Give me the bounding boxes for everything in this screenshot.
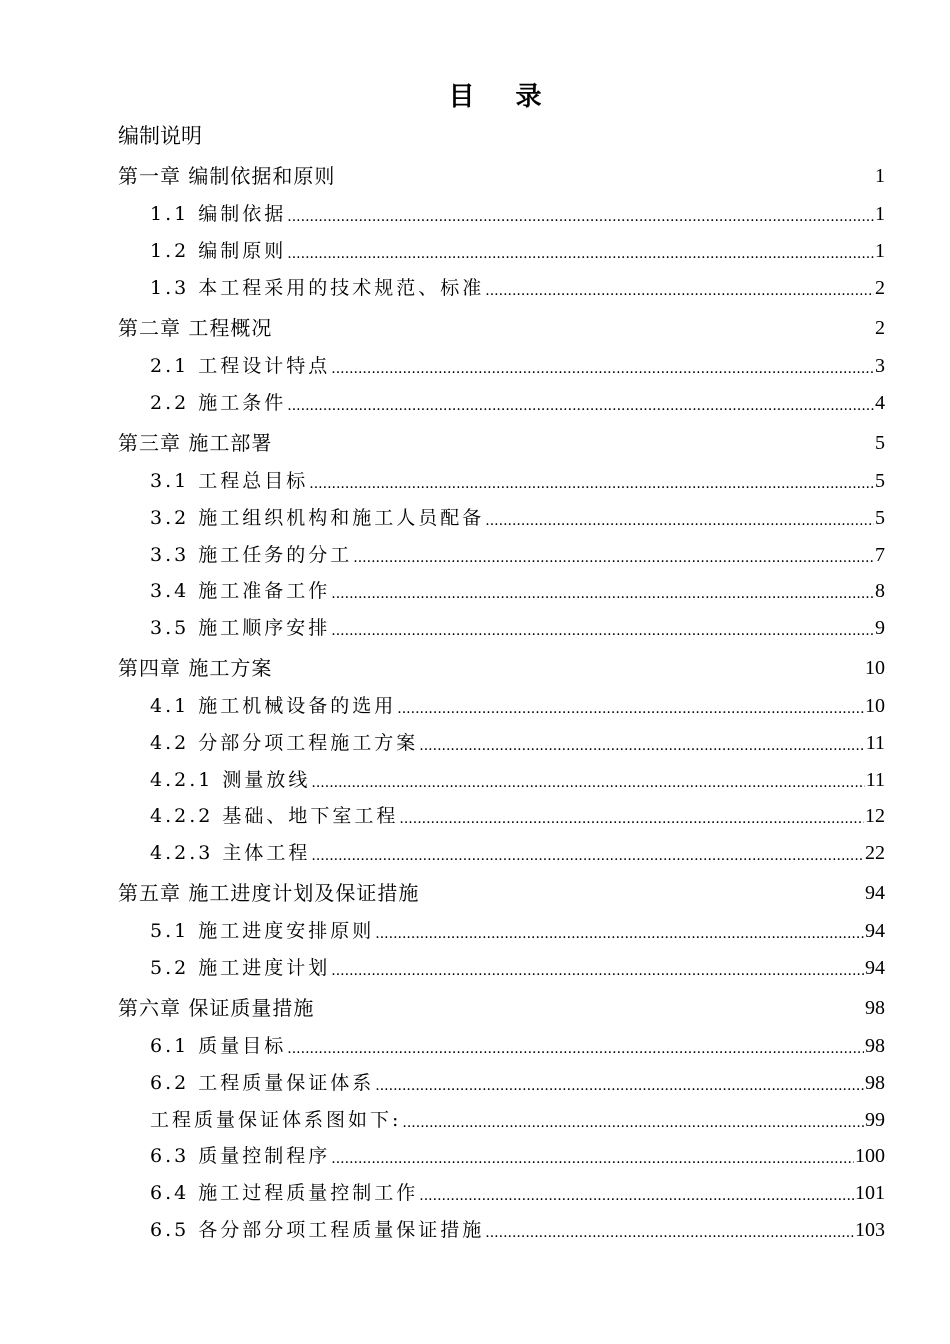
- toc-section-entry[interactable]: [150, 352, 885, 380]
- toc-section-entry[interactable]: [150, 200, 885, 228]
- toc-entry-label: 6.5 各分部分项工程质量保证措施: [150, 1219, 485, 1241]
- toc-dot-leader: [419, 735, 864, 757]
- toc-entry-label: 2.1 工程设计特点: [150, 355, 331, 377]
- toc-chapter-entry[interactable]: [118, 162, 885, 190]
- toc-page-number: 94: [865, 882, 885, 904]
- toc-entry-label: 4.2.3 主体工程: [150, 842, 311, 864]
- toc-entry-label: 1.1 编制依据: [150, 203, 287, 225]
- toc-entry-label: 4.2.2 基础、地下室工程: [150, 805, 399, 827]
- toc-chapter-entry[interactable]: [118, 314, 885, 342]
- toc-section-entry[interactable]: [150, 766, 885, 794]
- toc-section-entry[interactable]: [150, 1032, 885, 1060]
- toc-section-entry[interactable]: [150, 504, 885, 532]
- toc-dot-leader: [331, 583, 874, 605]
- toc-entry-label: 3.4 施工准备工作: [150, 580, 331, 602]
- toc-section-entry[interactable]: [150, 1142, 885, 1170]
- toc-dot-leader: [331, 358, 874, 380]
- toc-page-number: 98: [865, 1035, 885, 1057]
- toc-dot-leader: [287, 395, 874, 417]
- toc-entry-label: 第四章 施工方案: [118, 656, 273, 680]
- toc-dot-leader: [331, 620, 874, 642]
- toc-dot-leader: [485, 510, 874, 532]
- toc-entry-label: 第六章 保证质量措施: [118, 996, 315, 1020]
- toc-entry-label: 3.5 施工顺序安排: [150, 617, 331, 639]
- toc-page-number: 4: [875, 392, 885, 414]
- toc-entry-label: 5.2 施工进度计划: [150, 957, 331, 979]
- toc-chapter-entry[interactable]: [118, 429, 885, 457]
- toc-section-entry[interactable]: [150, 237, 885, 265]
- toc-dot-leader: [397, 698, 864, 720]
- toc-page-number: 2: [875, 317, 885, 339]
- toc-dot-leader: [485, 1222, 854, 1244]
- toc-page-number: 94: [865, 957, 885, 979]
- toc-section-entry[interactable]: [150, 1216, 885, 1244]
- toc-dot-leader: [353, 547, 874, 569]
- toc-page-number: 101: [855, 1182, 885, 1204]
- toc-dot-leader: [311, 845, 864, 867]
- toc-page-number: 11: [865, 732, 885, 754]
- toc-page-number: 5: [875, 470, 885, 492]
- toc-dot-leader: [331, 1148, 854, 1170]
- toc-dot-leader: [402, 1112, 864, 1134]
- toc-section-entry[interactable]: [150, 541, 885, 569]
- toc-dot-leader: [375, 1075, 864, 1097]
- toc-entry-label: 第三章 施工部署: [118, 431, 273, 455]
- toc-entry-label: 6.4 施工过程质量控制工作: [150, 1182, 419, 1204]
- toc-page-number: 11: [865, 769, 885, 791]
- toc-entry-label: 4.2.1 测量放线: [150, 769, 311, 791]
- toc-entry-label: 2.2 施工条件: [150, 392, 287, 414]
- toc-chapter-entry[interactable]: [118, 994, 885, 1022]
- toc-section-entry[interactable]: [150, 917, 885, 945]
- toc-title: 目 录: [448, 82, 558, 112]
- toc-page-number: 10: [865, 657, 885, 679]
- toc-section-entry[interactable]: [150, 692, 885, 720]
- toc-entry-label: 3.3 施工任务的分工: [150, 544, 353, 566]
- toc-page-number: 12: [865, 805, 885, 827]
- toc-section-entry[interactable]: [150, 1179, 885, 1207]
- toc-entry-label: 4.1 施工机械设备的选用: [150, 695, 397, 717]
- toc-page-number: 3: [875, 355, 885, 377]
- toc-section-entry[interactable]: [150, 577, 885, 605]
- toc-entry-label: 第一章 编制依据和原则: [118, 164, 336, 188]
- toc-entry-label: 第二章 工程概况: [118, 316, 273, 340]
- toc-page-number: 9: [875, 617, 885, 639]
- toc-entry-label: 3.1 工程总目标: [150, 470, 309, 492]
- toc-section-entry[interactable]: [150, 1069, 885, 1097]
- toc-section-entry[interactable]: [150, 729, 885, 757]
- toc-page-number: 1: [875, 165, 885, 187]
- toc-section-entry[interactable]: [150, 802, 885, 830]
- toc-dot-leader: [309, 473, 874, 495]
- toc-dot-leader: [485, 280, 874, 302]
- toc-entry-label: 第五章 施工进度计划及保证措施: [118, 881, 420, 905]
- toc-page-number: 1: [875, 203, 885, 225]
- toc-chapter-entry[interactable]: [118, 654, 885, 682]
- toc-page-number: 1: [875, 240, 885, 262]
- toc-page-number: 98: [865, 1072, 885, 1094]
- toc-page-number: 103: [855, 1219, 885, 1241]
- toc-chapter-entry[interactable]: [118, 879, 885, 907]
- toc-dot-leader: [311, 772, 864, 794]
- toc-section-entry[interactable]: [150, 954, 885, 982]
- toc-page-number: 100: [855, 1145, 885, 1167]
- toc-entry-label: 1.2 编制原则: [150, 240, 287, 262]
- toc-dot-leader: [287, 243, 874, 265]
- toc-page-number: 98: [865, 997, 885, 1019]
- toc-section-entry[interactable]: [150, 389, 885, 417]
- toc-dot-leader: [419, 1185, 854, 1207]
- toc-entry-label: 6.2 工程质量保证体系: [150, 1072, 375, 1094]
- toc-entry-label: 6.3 质量控制程序: [150, 1145, 331, 1167]
- toc-entry-label: 1.3 本工程采用的技术规范、标准: [150, 277, 485, 299]
- toc-page-number: 99: [865, 1109, 885, 1131]
- toc-entry-label: 3.2 施工组织机构和施工人员配备: [150, 507, 485, 529]
- toc-dot-leader: [399, 808, 864, 830]
- toc-section-entry[interactable]: [150, 839, 885, 867]
- toc-page-number: 5: [875, 432, 885, 454]
- toc-entry-label: 工程质量保证体系图如下:: [150, 1109, 402, 1131]
- toc-entry-label: 6.1 质量目标: [150, 1035, 287, 1057]
- toc-page-number: 2: [875, 277, 885, 299]
- toc-dot-leader: [287, 206, 874, 228]
- toc-section-entry[interactable]: [150, 614, 885, 642]
- toc-section-entry[interactable]: [150, 274, 885, 302]
- toc-page-number: 10: [865, 695, 885, 717]
- toc-intro-heading: 编制说明: [118, 124, 202, 148]
- toc-page-number: 94: [865, 920, 885, 942]
- toc-page-number: 5: [875, 507, 885, 529]
- toc-page-number: 7: [875, 544, 885, 566]
- toc-section-entry[interactable]: [150, 1106, 885, 1134]
- toc-entry-label: 5.1 施工进度安排原则: [150, 920, 375, 942]
- toc-page-number: 22: [865, 842, 885, 864]
- toc-page-number: 8: [875, 580, 885, 602]
- toc-dot-leader: [287, 1038, 864, 1060]
- toc-dot-leader: [375, 923, 864, 945]
- toc-entry-label: 4.2 分部分项工程施工方案: [150, 732, 419, 754]
- toc-dot-leader: [331, 960, 864, 982]
- toc-section-entry[interactable]: [150, 467, 885, 495]
